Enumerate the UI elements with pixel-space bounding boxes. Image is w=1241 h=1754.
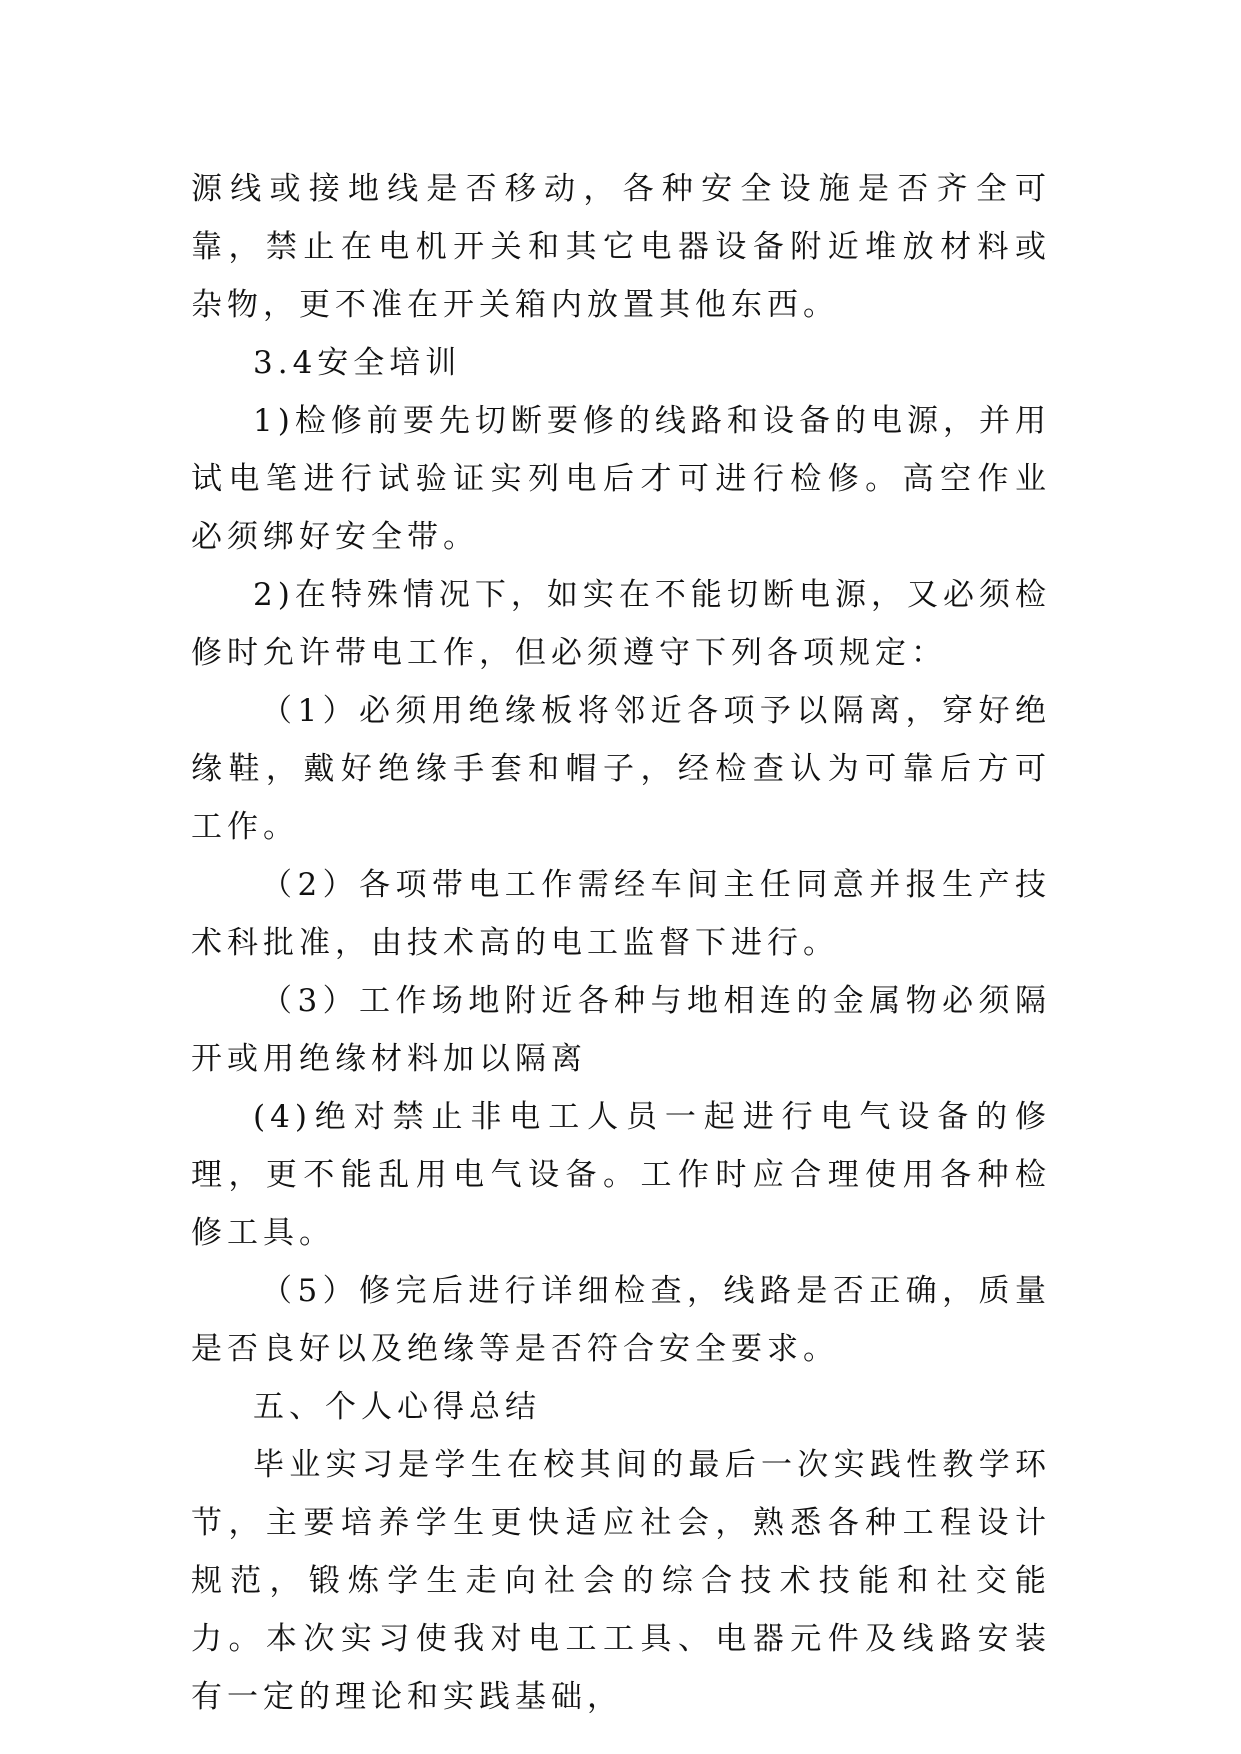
paragraph-subitem-4: (4)绝对禁止非电工人员一起进行电气设备的修理，更不能乱用电气设备。工作时应合理使用各种检修工具。 (191, 1099, 1051, 1251)
section-heading-3-4: 3.4安全培训 (253, 345, 462, 381)
paragraph-item-1: 1)检修前要先切断要修的线路和设备的电源，并用试电笔进行试验证实列电后才可进行检修。高空作业必须绑好安全带。 (191, 403, 1051, 555)
paragraph-subitem-1: （1）必须用绝缘板将邻近各项予以隔离，穿好绝缘鞋，戴好绝缘手套和帽子，经检查认为可靠后方可工作。 (191, 693, 1051, 845)
section-heading-5: 五、个人心得总结 (253, 1389, 541, 1425)
paragraph-item-2: 2)在特殊情况下，如实在不能切断电源，又必须检修时允许带电工作，但必须遵守下列各项规定： (191, 577, 1051, 671)
paragraph-subitem-5: （5）修完后进行详细检查，线路是否正确，质量是否良好以及绝缘等是否符合安全要求。 (191, 1273, 1051, 1367)
paragraph-subitem-2: （2）各项带电工作需经车间主任同意并报生产技术科批准，由技术高的电工监督下进行。 (191, 867, 1051, 961)
document-body (191, 160, 1051, 1726)
paragraph-continuation: 源线或接地线是否移动，各种安全设施是否齐全可靠，禁止在电机开关和其它电器设备附近堆放材料或杂物，更不准在开关箱内放置其他东西。 (191, 171, 1051, 323)
paragraph-subitem-3: （3）工作场地附近各种与地相连的金属物必须隔开或用绝缘材料加以隔离 (191, 983, 1051, 1077)
paragraph-summary: 毕业实习是学生在校其间的最后一次实践性教学环节，主要培养学生更快适应社会，熟悉各种工程设计规范，锻炼学生走向社会的综合技术技能和社交能力。本次实习使我对电工工具、电器元件及线路安装有一定的理论和实践基础， (191, 1447, 1051, 1715)
